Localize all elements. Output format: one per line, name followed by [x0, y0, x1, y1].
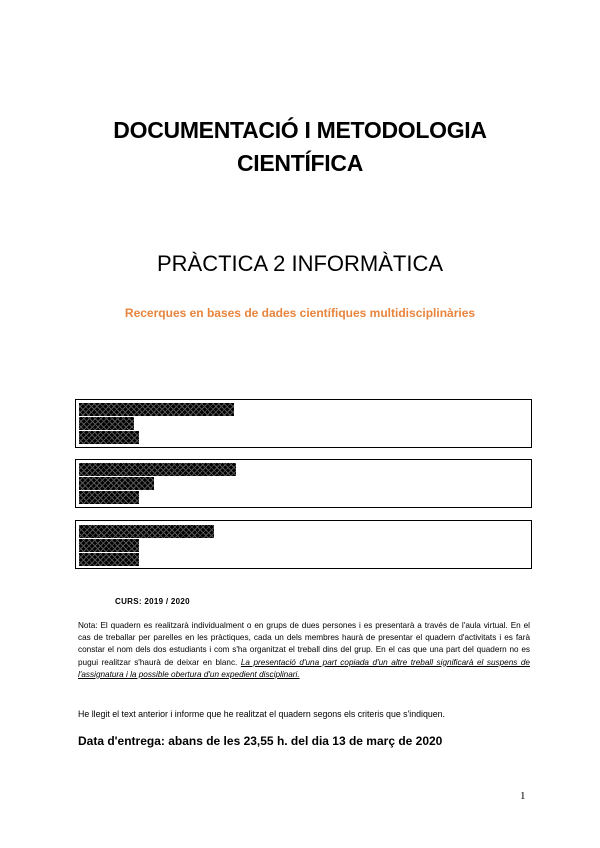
course-year: CURS: 2019 / 2020: [115, 597, 190, 606]
page-number: 1: [520, 790, 526, 802]
note-text: Nota: El quadern es realitzarà individualment o en grups de dues persones i es presentarà a través de l'aula virtual. En el cas de treballar per parelles en les pràctiques, cada un dels membres haurà de presentar el quadern d'activitats i es farà constar el nom dels dos estudiants i com s'ha organitzat el treball dins del grup. En el cas que una part del quadern no es pugui realitzar s'haurà de deixar en blanc.: [78, 621, 530, 667]
practice-subtitle: PRÀCTICA 2 INFORMÀTICA: [156, 251, 444, 276]
practice-topic: Recerques en bases de dades científiques multidisciplinàries: [124, 306, 476, 320]
redacted-field: [79, 539, 139, 552]
document-title: DOCUMENTACIÓ I METODOLOGIA CIENTÍFICA: [113, 117, 487, 176]
redacted-name: [79, 525, 214, 538]
note-warning: La presentació d'una part copiada d'un altre treball significarà el suspens de l'assignatura i la possible obertura d'un expedient disciplinari.: [78, 657, 530, 679]
student-box-2: [75, 459, 532, 508]
redacted-field: [79, 491, 139, 504]
redacted-field: [79, 553, 139, 566]
redacted-field: [79, 431, 139, 444]
redacted-field: [79, 477, 154, 490]
student-box-3: [75, 520, 532, 569]
deadline: Data d'entrega: abans de les 23,55 h. del dia 13 de març de 2020: [78, 734, 443, 748]
redacted-name: [79, 403, 234, 416]
read-statement: He llegit el text anterior i informe que he realitzat el quadern segons els criteris que s'indiquen.: [78, 709, 445, 719]
student-box-1: [75, 399, 532, 448]
redacted-field: [79, 417, 134, 430]
note-paragraph: [78, 620, 530, 681]
redacted-name: [79, 463, 236, 476]
